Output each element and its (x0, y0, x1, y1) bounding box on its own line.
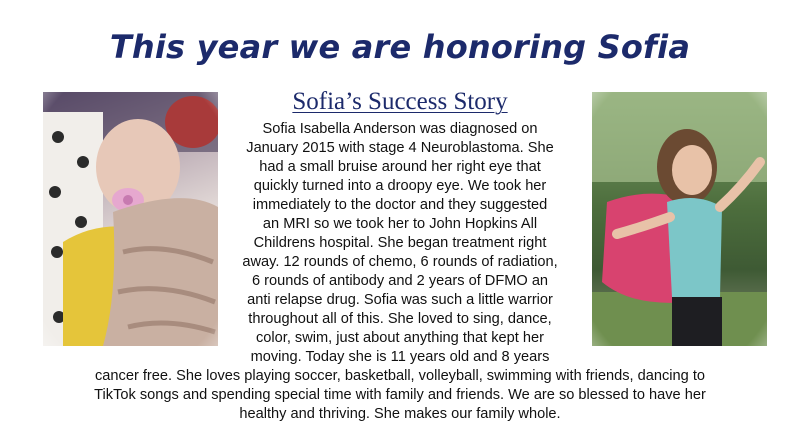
story-line: away. 12 rounds of chemo, 6 rounds of radiation, (242, 254, 558, 270)
story-title: Sofia’s Success Story (292, 88, 508, 115)
story-line: an MRI so we took her to John Hopkins All (262, 216, 538, 232)
story-line: cancer free. She loves playing soccer, basketball, volleyball, swimming with friends, dancing to (95, 368, 705, 384)
story-line: had a small bruise around her right eye that (259, 159, 541, 175)
story-line: moving. Today she is 11 years old and 8 years (250, 349, 550, 365)
story-line: TikTok songs and spending special time with family and friends. We are so blessed to have her (94, 387, 706, 403)
story-line: Childrens hospital. She began treatment right (253, 235, 547, 251)
story-line: immediately to the doctor and they suggested (252, 197, 548, 213)
story-line: color, swim, just about anything that kept her (256, 330, 544, 346)
story-line: healthy and thriving. She makes our family whole. (239, 406, 561, 422)
story-line: throughout all of this. She loved to sing, dance, (248, 311, 552, 327)
story-line: quickly turned into a droopy eye. We took her (253, 178, 547, 194)
story-line: anti relapse drug. Sofia was such a little warrior (247, 292, 553, 308)
story-line: Sofia Isabella Anderson was diagnosed on (262, 121, 538, 137)
story-line: 6 rounds of antibody and 2 years of DFMO an (251, 273, 549, 289)
story-line: January 2015 with stage 4 Neuroblastoma. She (246, 140, 554, 156)
page-headline: This year we are honoring Sofia (109, 28, 691, 66)
story-body (0, 120, 800, 424)
